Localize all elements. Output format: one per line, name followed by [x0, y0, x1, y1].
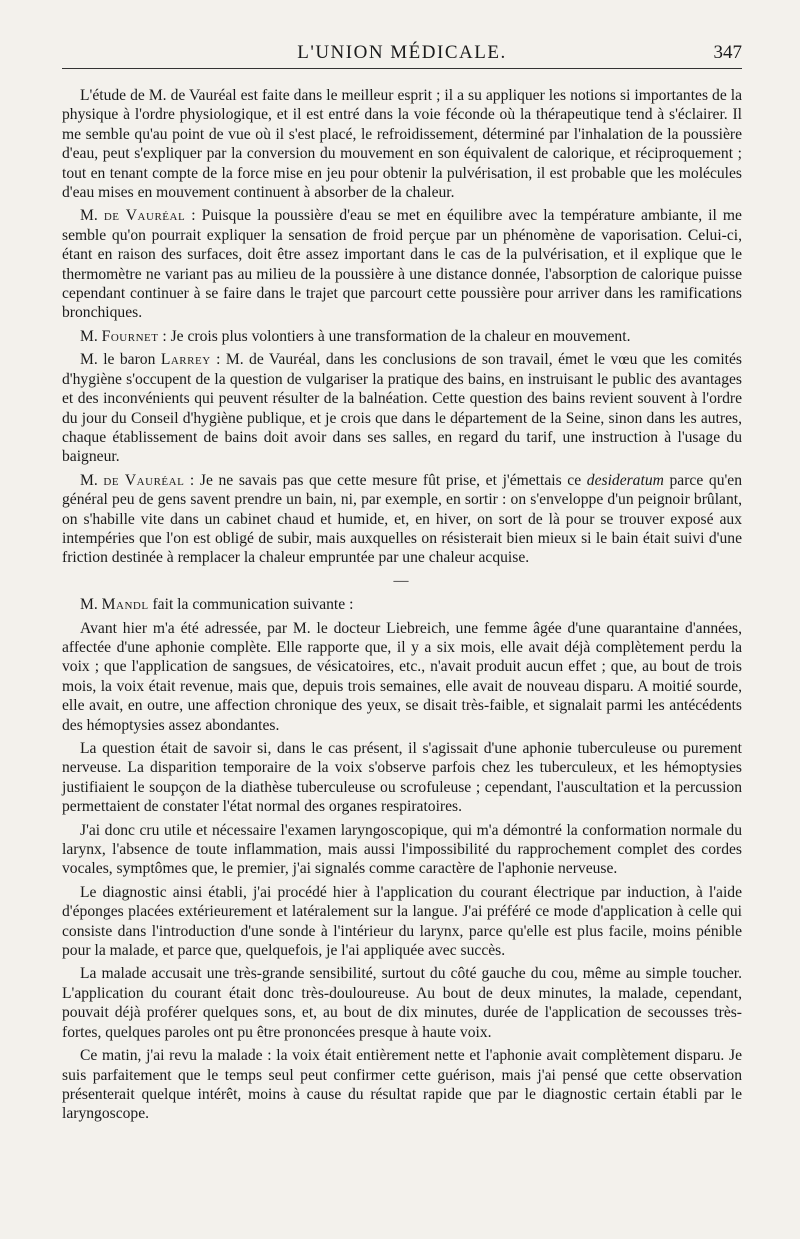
paragraph-text: L'étude de M. de Vauréal est faite dans le meilleur esprit ; il a su appliquer les notions si importantes de la physique à l'ordre physiologique, et il est entré dans la voie féconde où la thérapeutique tend à s'éclairer. Il me semble qu'au point de vue où il s'est placé, le refroidissement, déterminé par l'inhalation de la poussière d'eau, peut s'expliquer par la conversion du mouvement en son équivalent de calorique, et réciproquement ; tout en tenant compte de la force mise en jeu pour obtenir la pulvérisation, il est probable que les molécules d'eau mises en mouvement continuent à absorber de la chaleur.: [62, 87, 742, 202]
paragraph-text: : Je crois plus volontiers à une transformation de la chaleur en mouvement.: [158, 327, 631, 345]
running-head: L'UNION MÉDICALE.: [297, 42, 507, 63]
page-number: 347: [713, 42, 742, 63]
paragraph: [62, 1046, 742, 1124]
paragraph-text: Ce matin, j'ai revu la malade : la voix était entièrement nette et l'aphonie avait complètement disparu. Je suis parfaitement que le temps seul peut confirmer cette guérison, mais j'ai pensé que cette observation présenterait quelque intérêt, moins à cause du résultat rapide que par le diagnostic certain établi par le laryngoscope.: [62, 1047, 742, 1123]
speaker-name: Fournet: [101, 327, 159, 345]
body-text: [62, 70, 742, 1124]
paragraph-text: La malade accusait une très-grande sensibilité, surtout du côté gauche du cou, même au simple toucher. L'application du courant était donc très-douloureuse. Au bout de deux minutes, la malade, cependant, pouvait déjà proférer quelques sons, et, au bout de dix minutes, durée de l'application de secousses très-fortes, quelques paroles ont pu être prononcées presque à haute voix.: [62, 965, 742, 1041]
speaker-name: Mandl: [101, 596, 149, 614]
paragraph-text: La question était de savoir si, dans le cas présent, il s'agissait d'une aphonie tuberculeuse ou purement nerveuse. La disparition temporaire de la voix s'observe parfois chez les tuberculeux, et les hémoptysies justifiaient le soupçon de la diathèse tuberculeuse ou scrofuleuse ; cependant, l'auscultation et la percussion permettaient de constater l'état normal des organes respiratoires.: [62, 740, 742, 816]
paragraph-text: parce qu'en général peu de gens savent prendre un bain, ni, par exemple, en sortir : on s'enveloppe d'un peignoir brûlant, on s'habille vite dans un cabinet chaud et humide, et, en hiver, on sort de là pour se trouver exposé aux intempéries que l'on est obligé de subir, mais auxquelles on résisterait bien mieux si le bain était suivi d'une friction destinée à remplacer la chaleur empruntée par une chaleur acquise.: [62, 471, 743, 567]
speaker-name: de Vauréal: [103, 471, 185, 489]
paragraph: [62, 964, 742, 1042]
speaker-prefix: M.: [80, 327, 102, 345]
paragraph-text: : Puisque la poussière d'eau se met en équilibre avec la température ambiante, il me semble qu'on pourrait expliquer la sensation de froid perçue par un phénomène de vaporisation. Celui-ci, étant en raison des surfaces, doit être assez important dans le cas de la pulvérisation, et il explique que le thermomètre ne variant pas au milieu de la poussière à une distance donnée, l'absorption de calorique puisse cependant continuer à se faire dans le trajet que parcourt cette poussière pour arriver dans les ramifications bronchiques.: [62, 207, 742, 322]
paragraph: [62, 350, 742, 466]
header-rule: [62, 68, 742, 69]
paragraph: [62, 821, 742, 879]
paragraph-text: J'ai donc cru utile et nécessaire l'examen laryngoscopique, qui m'a démontré la conformation normale du larynx, l'absence de toute inflammation, mais aussi l'impossibilité du rapprochement complet des cordes vocales, symptômes que, le premier, j'ai signalés comme caractère de l'aphonie nerveuse.: [62, 821, 742, 878]
paragraph: [62, 739, 742, 817]
speaker-prefix: M.: [80, 471, 104, 489]
italic-term: desideratum: [586, 471, 664, 489]
section-separator: —: [393, 572, 411, 589]
speaker-prefix: M.: [80, 596, 102, 614]
paragraph-text: : Je ne savais pas que cette mesure fût prise, et j'émettais ce: [184, 471, 587, 489]
paragraph: [62, 206, 742, 322]
paragraph: [62, 327, 742, 346]
paragraph: [62, 619, 742, 735]
speaker-name: Larrey: [160, 351, 211, 369]
paragraph-text: fait la communication suivante :: [148, 596, 354, 614]
paragraph-text: Avant hier m'a été adressée, par M. le docteur Liebreich, une femme âgée d'une quarantaine d'années, affectée d'une aphonie complète. Elle rapporte que, il y a six mois, elle avait déjà complètement perdu la voix ; que l'application de sangsues, de vésicatoires, etc., n'avait produit aucun effet ; que, au bout de trois mois, la voix était revenue, mais que, depuis trois semaines, elle avait de nouveau disparu. A moitié sourde, elle avait, en outre, une affection chronique des yeux, se disait très-faible, et signalait parmi les antécédents des hémoptysies assez abondantes.: [62, 619, 742, 734]
paragraph: [62, 883, 742, 961]
paragraph: [62, 595, 742, 614]
page-header: [62, 0, 742, 70]
paragraph: [62, 86, 742, 202]
speaker-prefix: M. le baron: [80, 351, 161, 369]
speaker-name: de Vauréal: [103, 207, 186, 225]
paragraph-text: Le diagnostic ainsi établi, j'ai procédé hier à l'application du courant électrique par induction, à l'aide d'éponges placées extérieurement et latéralement sur la langue. J'ai préféré ce mode d'application à celle qui consiste dans l'introduction d'une sonde à l'intérieur du larynx, parce qu'elle est plus facile, moins pénible pour la malade, et parce que, quelquefois, je l'ai appliquée avec succès.: [62, 883, 742, 960]
paragraph-text: : M. de Vauréal, dans les conclusions de son travail, émet le vœu que les comités d'hygiène s'occupent de la question de vulgariser la pratique des bains, en instruisant le public des avantages et des inconvénients qui peuvent résulter de la balnéation. Cette question des bains revient souvent à l'ordre du jour du Conseil d'hygiène publique, et je crois que dans le département de la Seine, sinon dans les autres, chaque établissement de bains doit avoir dans ses salles, en regard du tarif, une instruction à l'usage du baigneur.: [62, 351, 742, 466]
speaker-prefix: M.: [80, 207, 104, 225]
paragraph: [62, 471, 742, 568]
